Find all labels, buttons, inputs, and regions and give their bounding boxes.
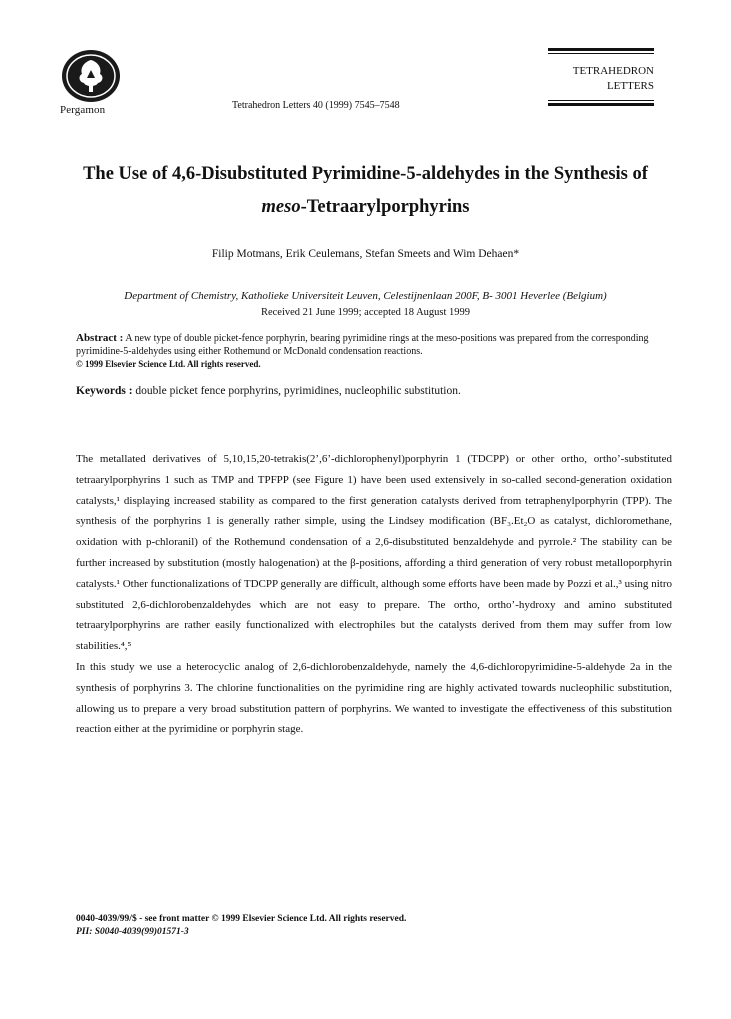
masthead-rule-top-thin — [548, 53, 654, 54]
keywords-label: Keywords : — [76, 385, 133, 397]
footer-pii: PII: S0040-4039(99)01571-3 — [76, 927, 189, 937]
title-line2-rest: -Tetraarylporphyrins — [300, 197, 470, 217]
journal-name-line2: LETTERS — [606, 80, 654, 92]
keywords — [76, 385, 672, 397]
title-meso: meso — [261, 197, 301, 217]
title-line2 — [60, 191, 671, 224]
abstract-copyright: © 1999 Elsevier Science Ltd. All rights reserved. — [76, 359, 261, 369]
journal-name — [548, 64, 654, 94]
paper-title — [60, 158, 671, 224]
keywords-text: double picket fence porphyrins, pyrimidines, nucleophilic substitution. — [135, 385, 461, 397]
body-paragraph-1: The metallated derivatives of 5,10,15,20-tetrakis(2’,6’-dichlorophenyl)porphyrin 1 (TDCPP) or other ortho, ortho’-substituted tetraarylporphyrins 1 such as TMP and TPFPP (see Figure 1) have been used extensively in so-called second-generation oxidation catalysts,¹ displaying increased stability as compared to the first generation catalysts derived from tetraphenylporphyrin (TPP). The synthesis of the porphyrins 1 is generally rather simple, using the Lindsey modification (BF₃.Et₂O as catalyst, dichloromethane, oxidation with p-chloranil) of the Rothemund condensation of a 2,6-disubstituted benzaldehyde and pyrrole.² The stability can be further increased by substitution (mostly halogenation) at the β-positions, affording a third generation of very robust metalloporphyrin catalysts.¹ Other functionalizations of TDCPP generally are difficult, although some efforts have been made by Pozzi et al.,³ using nitro substituted 2,6-dichlorobenzaldehydes which are not easy to prepare. The ortho, ortho’-hydroxy and amino substituted tetraarylporphyrins are rather easily functionalized with electrophiles but the catalysts derived from them may suffer from low stabilities.⁴,⁵ — [76, 453, 672, 653]
abstract-label: Abstract : — [76, 332, 124, 344]
masthead-rule-bottom-thin — [548, 100, 654, 101]
journal-citation: Tetrahedron Letters 40 (1999) 7545–7548 — [232, 100, 400, 111]
body-paragraph-2: In this study we use a heterocyclic analog of 2,6-dichlorobenzaldehyde, namely the 4,6-dichloropyrimidine-5-aldehyde 2a in the synthesis of porphyrins 3. The chlorine functionalities on the pyrimidine ring are highly activated towards nucleophilic substitution, allowing us to prepare a very broad substitution pattern of porphyrins. We wanted to investigate the effectiveness of this substitution reaction either at the pyrimidine or porphyrin stage. — [76, 660, 672, 736]
journal-name-line1: TETRAHEDRON — [572, 65, 654, 77]
abstract — [76, 332, 672, 371]
journal-masthead — [548, 48, 654, 108]
front-matter-footer — [76, 913, 672, 939]
body-text — [76, 449, 672, 740]
author-list: Filip Motmans, Erik Ceulemans, Stefan Smeets and Wim Dehaen* — [211, 248, 520, 260]
title-line1: The Use of 4,6-Disubstituted Pyrimidine-5-aldehydes in the Synthesis of — [83, 164, 648, 184]
publisher-name: Pergamon — [60, 104, 106, 116]
masthead-rule-top — [548, 48, 654, 51]
masthead-rule-bottom — [548, 103, 654, 106]
pergamon-tree-logo-icon — [60, 48, 122, 104]
abstract-text: A new type of double picket-fence porphyrin, bearing pyrimidine rings at the meso-positions was prepared from the corresponding pyrimidine-5-aldehydes using either Rothemund or McDonald condensation reactions. — [76, 333, 649, 357]
received-dates: Received 21 June 1999; accepted 18 August 1999 — [260, 307, 471, 318]
footer-issn: 0040-4039/99/$ - see front matter © 1999 Elsevier Science Ltd. All rights reserved. — [76, 914, 407, 924]
affiliation: Department of Chemistry, Katholieke Universiteit Leuven, Celestijnenlaan 200F, B- 3001 Heverlee (Belgium) — [124, 290, 607, 302]
